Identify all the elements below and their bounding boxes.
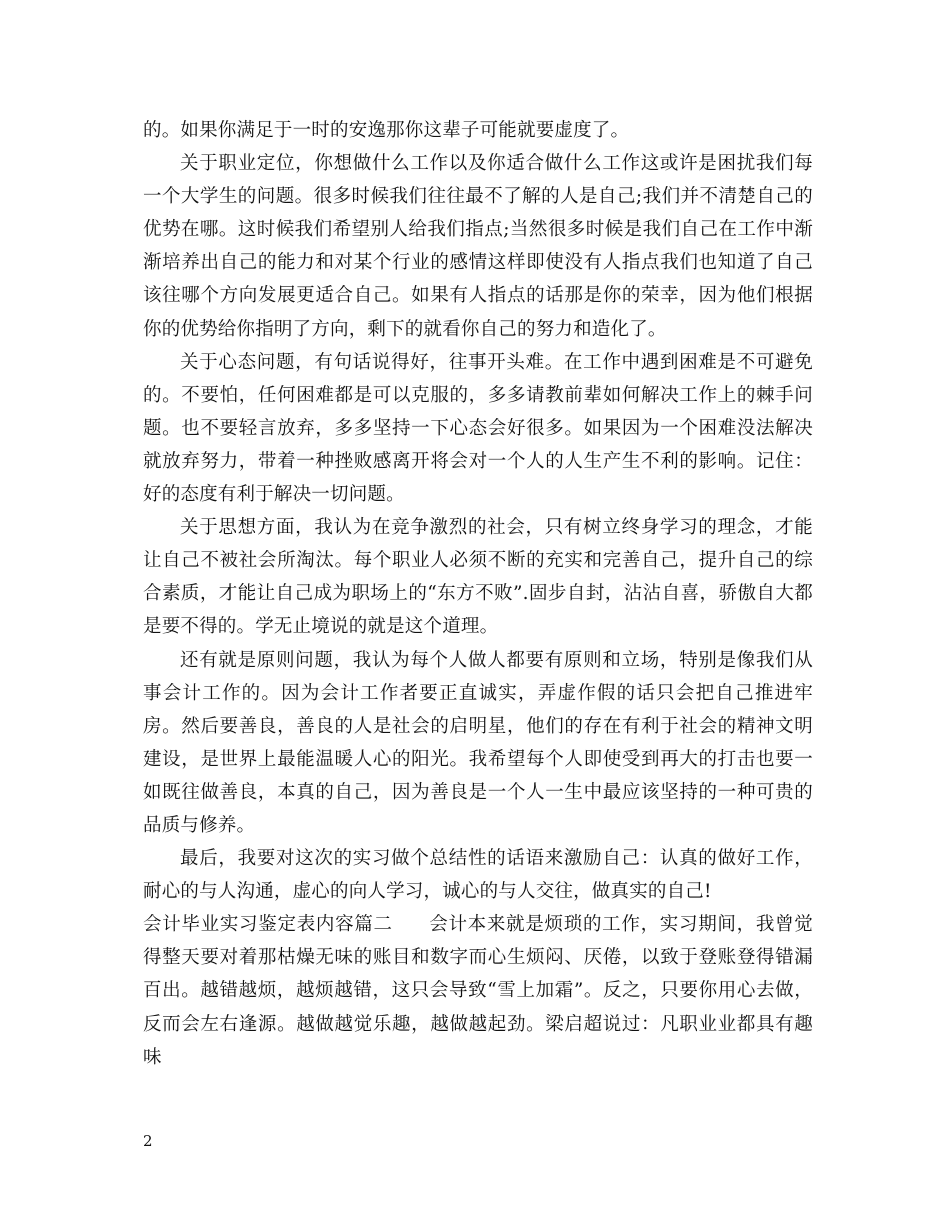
paragraph-continuation: 的。如果你满足于一时的安逸那你这辈子可能就要虚度了。 [143, 120, 630, 141]
paragraph-principles: 还有就是原则问题，我认为每个人做人都要有原则和立场，特别是像我们从事会计工作的。因为会计工作者要正直诚实，弄虚作假的话只会把自己推进牢房。然后要善良，善良的人是社会的启明星，他们的存在有利于社会的精神文明建设，是世界上最能温暖人心的阳光。我希望每个人即使受到再大的打击也要一如既往做善良，本真的自己，因为善良是一个人一生中最应该坚持的一种可贵的品质与修养。 [143, 649, 813, 836]
paragraph-conclusion: 最后，我要对这次的实习做个总结性的话语来激励自己：认真的做好工作，耐心的与人沟通，虚心的向人学习，诚心的与人交往，做真实的自己! [143, 848, 813, 903]
section-paragraph [143, 908, 813, 1073]
paragraph-career-positioning: 关于职业定位，你想做什么工作以及你适合做什么工作这或许是困扰我们每一个大学生的问题。很多时候我们往往最不了解的人是自己;我们并不清楚自己的优势在哪。这时候我们希望别人给我们指点;当然很多时候是我们自己在工作中渐渐培养出自己的能力和对某个行业的感情这样即使没有人指点我们也知道了自己该往哪个方向发展更适合自己。如果有人指点的话那是你的荣幸，因为他们根据你的优势给你指明了方向，剩下的就看你自己的努力和造化了。 [143, 153, 813, 340]
paragraph-mindset: 关于心态问题，有句话说得好，往事开头难。在工作中遇到困难是不可避免的。不要怕，任何困难都是可以克服的，多多请教前辈如何解决工作上的棘手问题。也不要轻言放弃，多多坚持一下心态会好很多。如果因为一个困难没法解决就放弃努力，带着一种挫败感离开将会对一个人的人生产生不利的影响。记住：好的态度有利于解决一切问题。 [143, 351, 813, 506]
section-heading: 会计毕业实习鉴定表内容篇二 [143, 914, 393, 936]
document-body [143, 114, 813, 1074]
section-text: 会计本来就是烦琐的工作，实习期间，我曾觉得整天要对着那枯燥无味的账目和数字而心生烦闷、厌倦，以致于登账登得错漏百出。越错越烦，越烦越错，这只会导致“雪上加霜”。反之，只要你用心去做，反而会左右逢源。越做越觉乐趣，越做越起劲。梁启超说过：凡职业业都具有趣味 [143, 914, 813, 1068]
page-number: 2 [143, 1132, 153, 1150]
paragraph-thinking: 关于思想方面，我认为在竞争激烈的社会，只有树立终身学习的理念，才能让自己不被社会所淘汰。每个职业人必须不断的充实和完善自己，提升自己的综合素质，才能让自己成为职场上的“东方不败”.固步自封，沾沾自喜，骄傲自大都是要不得的。学无止境说的就是这个道理。 [143, 517, 813, 638]
